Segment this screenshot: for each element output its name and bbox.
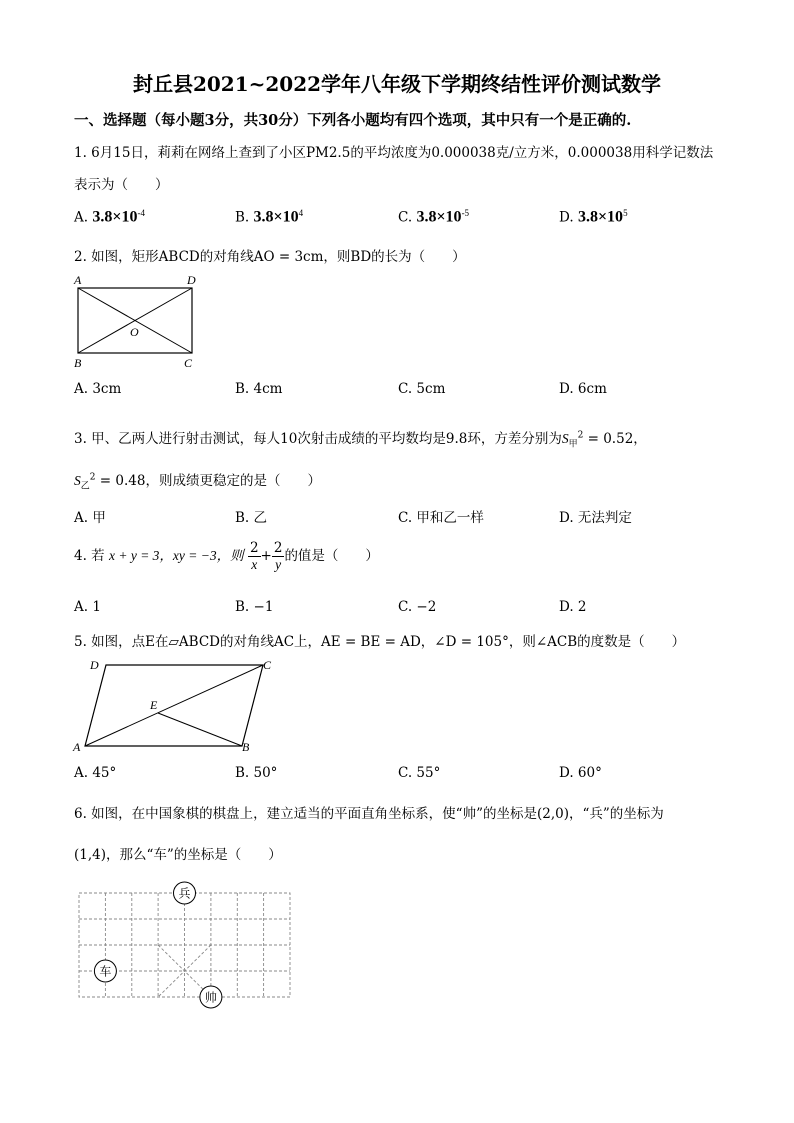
q4-option-d[interactable]: D. 2 xyxy=(559,599,587,615)
option-label: B. xyxy=(235,209,250,226)
option-base: 3.8×10 xyxy=(92,208,138,226)
option-label: D. xyxy=(559,209,574,226)
q2-option-c[interactable]: C. 5cm xyxy=(398,381,446,397)
q3-line1 xyxy=(74,427,647,450)
variance-value: = 0.48，则成绩更稳定的是（ ） xyxy=(95,473,321,489)
piece-che-label: 车 xyxy=(99,964,112,979)
q5-option-d[interactable]: D. 60° xyxy=(559,765,602,781)
fraction-numerator: 2 xyxy=(249,540,259,556)
piece-shuai-label: 帅 xyxy=(204,990,217,1005)
page-title: 封丘县2021~2022学年八年级下学期终结性评价测试数学 xyxy=(132,72,662,96)
variance-symbol: S xyxy=(74,473,81,488)
q3-option-d[interactable]: D. 无法判定 xyxy=(559,510,632,526)
option-base: 3.8×10 xyxy=(253,208,299,226)
section-heading: 一、选择题（每小题3分，共30分）下列各小题均有四个选项，其中只有一个是正确的. xyxy=(74,112,632,129)
fraction-numerator: 2 xyxy=(273,540,283,556)
plus-sign: + xyxy=(260,548,272,564)
piece-bing-label: 兵 xyxy=(178,886,191,901)
fraction-2-over-y xyxy=(272,540,285,573)
point-e-label: E xyxy=(150,698,158,712)
variance-superscript: 2 xyxy=(577,430,584,441)
point-c-label: C xyxy=(184,356,193,370)
option-exp: 5 xyxy=(623,208,628,218)
q4-prefix: 4. 若 xyxy=(74,548,105,564)
option-exp: -4 xyxy=(137,208,145,218)
q4-option-b[interactable]: B. −1 xyxy=(235,599,274,615)
q4-option-c[interactable]: C. −2 xyxy=(398,599,437,615)
fraction-2-over-x xyxy=(248,540,261,573)
parallelogram-figure xyxy=(70,655,280,755)
point-a-label: A xyxy=(74,273,82,287)
point-b-label: B xyxy=(242,740,250,754)
q5-option-c[interactable]: C. 55° xyxy=(398,765,441,781)
option-exp: 4 xyxy=(298,208,304,218)
fraction-denominator: y xyxy=(275,557,282,572)
chess-piece-bing xyxy=(174,882,196,904)
option-exp: -5 xyxy=(461,208,470,218)
chess-piece-che xyxy=(94,960,116,982)
q4-text xyxy=(74,540,379,573)
q4-option-a[interactable]: A. 1 xyxy=(74,599,101,615)
q6-line1: 6. 如图，在中国象棋的棋盘上，建立适当的平面直角坐标系，使“帅”的坐标是(2,0)，“兵”的坐标为 xyxy=(74,806,664,822)
q5-text: 5. 如图，点E在▱ABCD的对角线AC上，AE = BE = AD，∠D = 105°，则∠ACB的度数是（ ） xyxy=(74,634,686,650)
option-base: 3.8×10 xyxy=(577,208,624,226)
q2-option-b[interactable]: B. 4cm xyxy=(235,381,283,397)
option-base: 3.8×10 xyxy=(416,208,462,226)
q5-option-a[interactable]: A. 45° xyxy=(74,765,117,781)
q1-line1: 1. 6月15日，莉莉在网络上查到了小区PM2.5的平均浓度为0.000038克/立方米，0.000038用科学记数法 xyxy=(74,145,714,161)
variance-subscript: 乙 xyxy=(80,481,90,492)
q3-option-b[interactable]: B. 乙 xyxy=(235,510,268,526)
variance-subscript: 甲 xyxy=(568,439,578,450)
q5-option-b[interactable]: B. 50° xyxy=(235,765,278,781)
q3-line2 xyxy=(74,469,321,492)
option-label: A. xyxy=(74,209,89,226)
q1-option-b[interactable] xyxy=(235,208,303,227)
q1-option-a[interactable] xyxy=(74,208,145,227)
option-label: C. xyxy=(398,209,413,226)
q4-suffix: 的值是（ ） xyxy=(284,548,379,564)
chess-piece-shuai xyxy=(200,986,222,1008)
point-b-label: B xyxy=(74,356,82,370)
chessboard-figure xyxy=(72,878,297,1013)
q1-option-c[interactable] xyxy=(398,208,469,227)
q2-option-d[interactable]: D. 6cm xyxy=(559,381,607,397)
q2-option-a[interactable]: A. 3cm xyxy=(74,381,122,397)
variance-symbol: S xyxy=(561,431,569,446)
variance-superscript: 2 xyxy=(89,472,96,483)
variance-value: = 0.52， xyxy=(583,431,647,447)
q3-option-c[interactable]: C. 甲和乙一样 xyxy=(398,510,484,526)
point-o-label: O xyxy=(130,325,139,339)
q1-line2: 表示为（ ） xyxy=(74,177,169,193)
point-a-label: A xyxy=(73,740,81,754)
q6-line2: (1,4)，那么“车”的坐标是（ ） xyxy=(74,847,282,863)
q1-option-d[interactable] xyxy=(559,208,628,227)
q4-condition: x + y = 3，xy = −3，则 xyxy=(108,548,244,563)
point-c-label: C xyxy=(263,658,272,672)
q3-line1-text: 3. 甲、乙两人进行射击测试，每人10次射击成绩的平均数均是9.8环，方差分别为 xyxy=(74,431,562,447)
point-d-label: D xyxy=(90,658,99,672)
q2-text: 2. 如图，矩形ABCD的对角线AO = 3cm，则BD的长为（ ） xyxy=(74,249,466,265)
q3-option-a[interactable]: A. 甲 xyxy=(74,510,106,526)
fraction-denominator: x xyxy=(251,557,258,572)
point-d-label: D xyxy=(187,273,196,287)
rectangle-figure xyxy=(70,272,205,372)
